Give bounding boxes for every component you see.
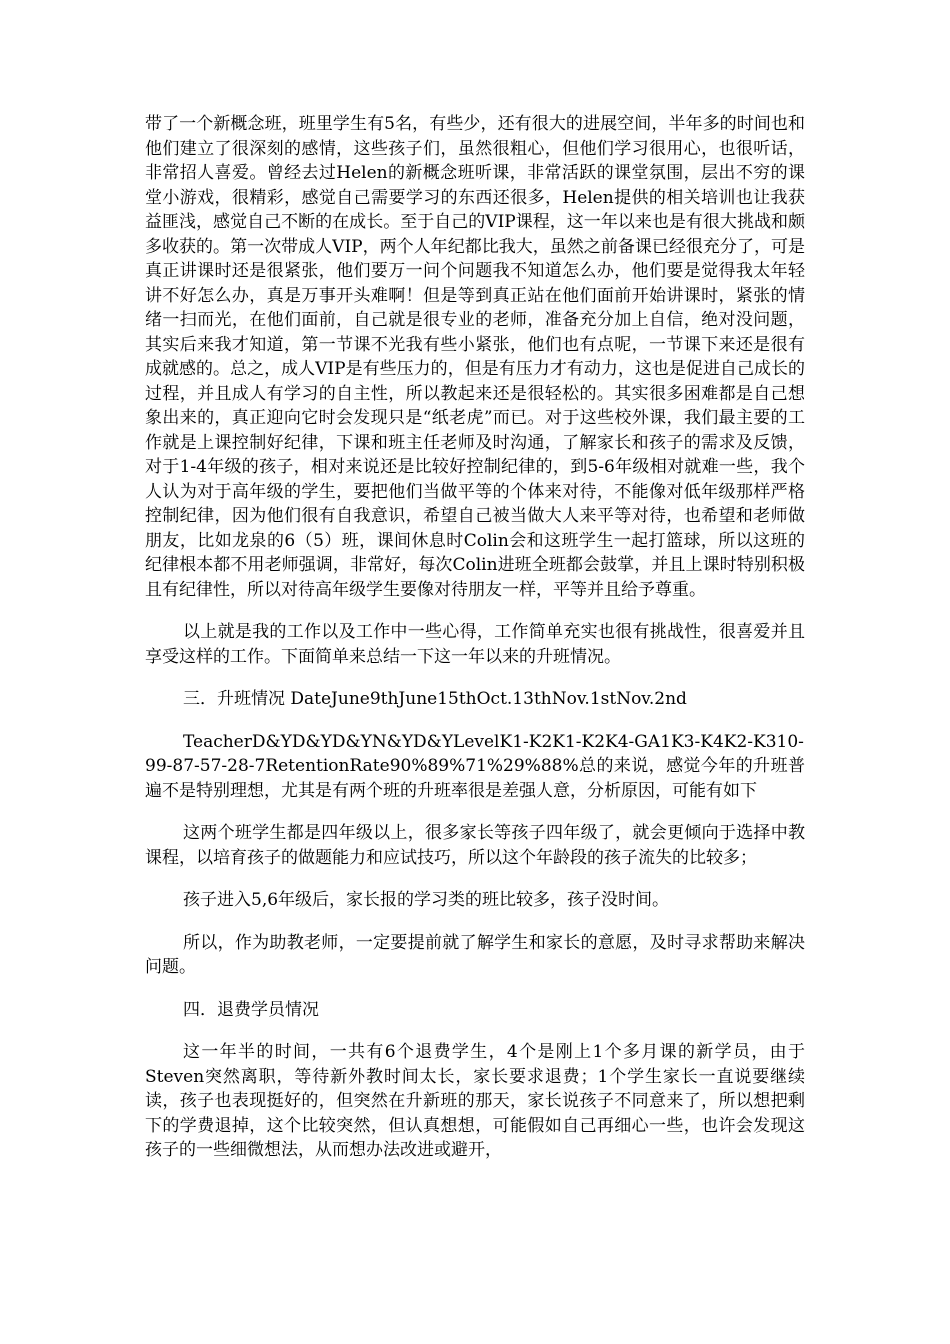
paragraph-work-summary: 以上就是我的工作以及工作中一些心得，工作简单充实也很有挑战性，很喜爱并且享受这样的工作。下面简单来总结一下这一年以来的升班情况。 (145, 622, 805, 667)
section-heading-refunds: 四．退费学员情况 (183, 999, 319, 1020)
document-page (145, 112, 805, 1181)
paragraph-teaching-experience: 带了一个新概念班，班里学生有5名，有些少，还有很大的进展空间，半年多的时间也和他们建立了很深刻的感情，这些孩子们，虽然很粗心，但他们学习很用心，也很听话，非常招人喜爱。曾经去过Helen的新概念班听课，非常活跃的课堂氛围，层出不穷的课堂小游戏，很精彩，感觉自己需要学习的东西还很多，Helen提供的相关培训也让我获益匪浅，感觉自己不断的在成长。至于自己的VIP课程，这一年以来也是有很大挑战和颇多收获的。第一次带成人VIP，两个人年纪都比我大，虽然之前备课已经很充分了，可是真正讲课时还是很紧张，他们要万一问个问题我不知道怎么办，他们要是觉得我太年轻讲不好怎么办，真是万事开头难啊！但是等到真正站在他们面前开始讲课时，紧张的情绪一扫而光，在他们面前，自己就是很专业的老师，准备充分加上自信，绝对没问题，其实后来我才知道，第一节课不光我有些小紧张，他们也有点呢，一节课下来还是很有成就感的。总之，成人VIP是有些压力的，但是有压力才有动力，这也是促进自己成长的过程，并且成人有学习的自主性，所以教起来还是很轻松的。其实很多困难都是自己想象出来的，真正迎向它时会发现只是“纸老虎”而已。对于这些校外课，我们最主要的工作就是上课控制好纪律，下课和班主任老师及时沟通，了解家长和孩子的需求及反馈，对于1-4年级的孩子，相对来说还是比较好控制纪律的，到5-6年级相对就难一些，我个人认为对于高年级的学生，要把他们当做平等的个体来对待，不能像对低年级那样严格控制纪律，因为他们很有自我意识，希望自己被当做大人来平等对待，也希望和老师做朋友，比如龙泉的6（5）班，课间休息时Colin会和这班学生一起打篮球，所以这班的纪律根本都不用老师强调，非常好，每次Colin进班全班都会鼓掌，并且上课时特别积极且有纪律性，所以对待高年级学生要像对待朋友一样，平等并且给予尊重。 (145, 114, 805, 600)
section-heading-promotion: 三．升班情况 DateJune9thJune15thOct.13thNov.1stNov.2nd (183, 689, 687, 709)
paragraph-promotion-table-text: TeacherD&YD&YD&YN&YD&YLevelK1-K2K1-K2K4-GA1K3-K4K2-K310-99-87-57-28-7RetentionRate90%89%71%29%88%总的来说，感觉今年的升班普遍不是特别理想，尤其是有两个班的升班率很是差强人意，分析原因，可能有如下 (145, 731, 805, 801)
paragraph-reason-two: 孩子进入5,6年级后，家长报的学习类的班比较多，孩子没时间。 (183, 890, 670, 910)
paragraph-conclusion: 所以，作为助教老师，一定要提前就了解学生和家长的意愿，及时寻求帮助来解决问题。 (145, 932, 805, 977)
paragraph-reason-one: 这两个班学生都是四年级以上，很多家长等孩子四年级了，就会更倾向于选择中教课程，以培育孩子的做题能力和应试技巧，所以这个年龄段的孩子流失的比较多； (145, 823, 805, 868)
paragraph-refund-details: 这一年半的时间，一共有6个退费学生，4个是刚上1个多月课的新学员，由于Steven突然离职，等待新外教时间太长，家长要求退费；1个学生家长一直说要继续读，孩子也表现挺好的，但突然在升新班的那天，家长说孩子不同意来了，所以想把剩下的学费退掉，这个比较突然，但认真想想，可能假如自己再细心一些，也许会发现这孩子的一些细微想法，从而想办法改进或避开， (145, 1042, 805, 1160)
